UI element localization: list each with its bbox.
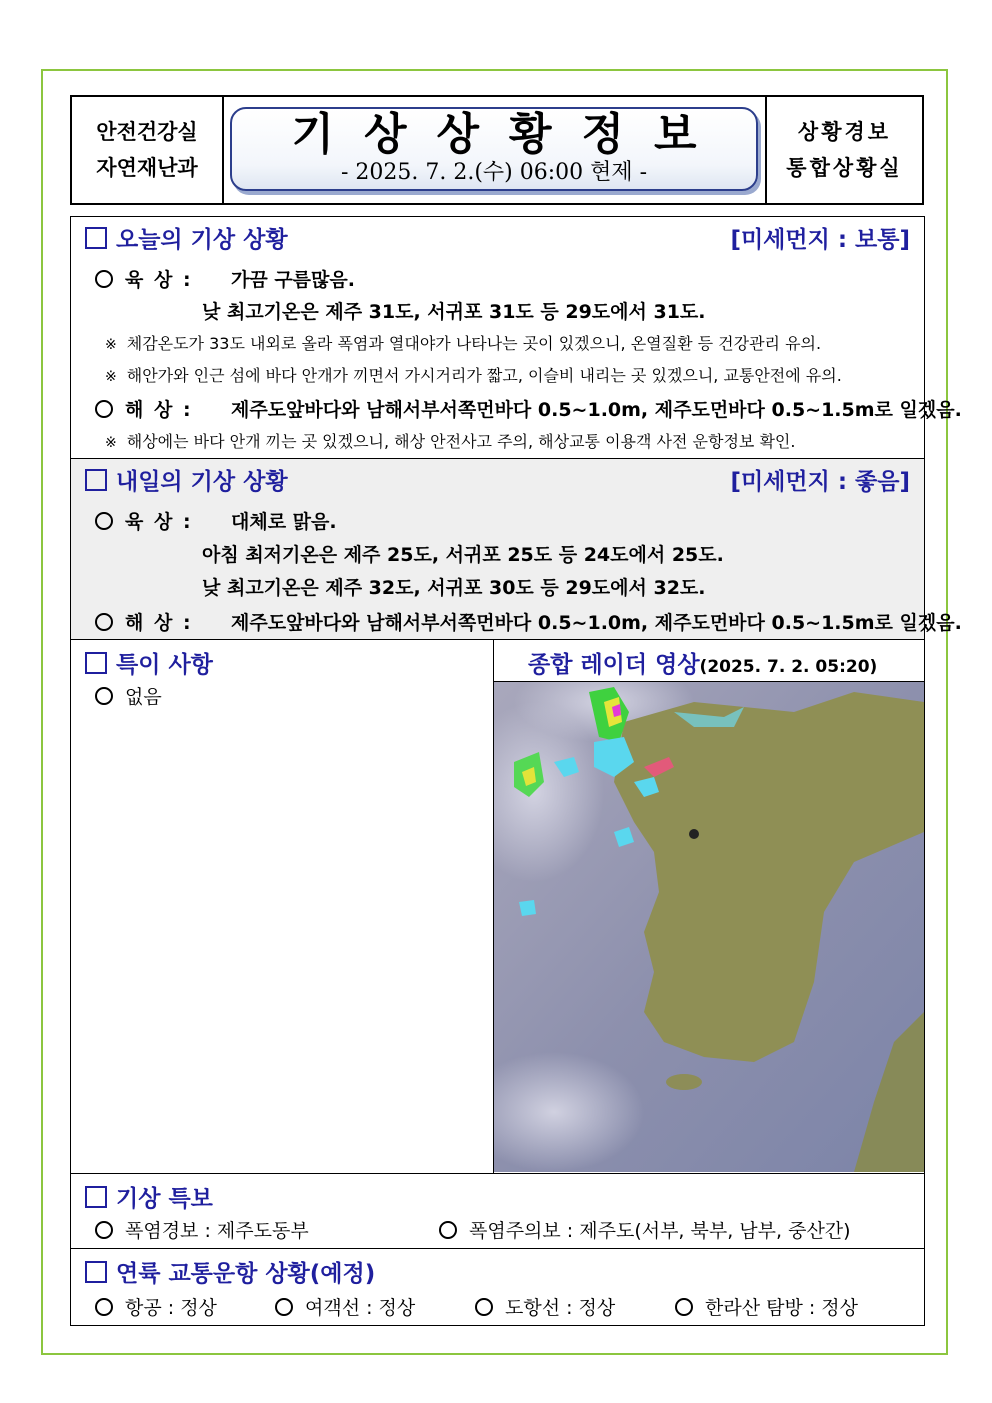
radar-map <box>494 682 924 1172</box>
section-title <box>85 1180 213 1213</box>
today-title: 오늘의 기상 상황 <box>116 227 288 253</box>
report-title: 기상상황정보 <box>291 109 727 160</box>
special-item-text: 없음 <box>125 686 162 708</box>
today-note3 <box>105 429 795 452</box>
today-note1-text: 체감온도가 33도 내외로 올라 폭염과 열대야가 나타나는 곳이 있겠으니, 온열질환 등 건강관리 유의. <box>126 334 822 353</box>
title-banner <box>230 107 758 191</box>
tomorrow-sea <box>95 608 962 635</box>
today-sea-text: 제주도앞바다와 남해서부서쪽먼바다 0.5~1.0m, 제주도먼바다 0.5~1.5m로 일겠음. <box>231 399 962 421</box>
office-line1: 상황경보 <box>797 120 892 144</box>
warning-item2-text: 폭염주의보 : 제주도(서부, 북부, 남부, 중산간) <box>469 1220 851 1242</box>
fine-dust-status: [미세먼지 : 보통] <box>730 227 910 253</box>
radar-caption <box>494 640 924 682</box>
tomorrow-land <box>95 507 337 534</box>
department-label <box>72 97 224 203</box>
traffic-item3 <box>475 1293 615 1320</box>
traffic-item2-text: 여객선 : 정상 <box>305 1297 416 1319</box>
circle-bullet-icon <box>95 512 113 530</box>
tomorrow-land-line3: 낮 최고기온은 제주 32도, 서귀포 30도 등 29도에서 32도. <box>202 577 706 599</box>
checkbox-icon <box>85 469 107 491</box>
asterism-icon: ※ <box>105 435 117 451</box>
special-title: 특이 사항 <box>116 652 213 678</box>
traffic-item4 <box>675 1293 858 1320</box>
circle-bullet-icon <box>95 687 113 705</box>
today-note2-text: 해안가와 인근 섬에 바다 안개가 끼면서 가시거리가 짧고, 이슬비 내리는 곳 있겠으니, 교통안전에 유의. <box>126 366 842 385</box>
section-title <box>85 646 213 679</box>
today-sea <box>95 395 962 422</box>
warning-item2 <box>439 1216 851 1243</box>
today-note2 <box>105 363 842 386</box>
radar-site-marker <box>689 829 699 839</box>
today-note1 <box>105 331 821 354</box>
traffic-item1 <box>95 1293 217 1320</box>
tomorrow-section <box>70 458 962 640</box>
fine-dust-status: [미세먼지 : 좋음] <box>730 469 910 495</box>
traffic-item4-text: 한라산 탐방 : 정상 <box>705 1297 858 1319</box>
warning-item1 <box>95 1216 309 1243</box>
traffic-title: 연륙 교통운항 상황(예정) <box>116 1261 376 1287</box>
section-title <box>85 463 288 496</box>
today-section <box>70 216 962 459</box>
office-label <box>765 97 922 203</box>
sea-label: 해 상 : <box>125 612 193 634</box>
asterism-icon: ※ <box>105 369 117 385</box>
warning-section <box>70 1173 925 1249</box>
sea-label: 해 상 : <box>125 399 193 421</box>
circle-bullet-icon <box>95 270 113 288</box>
checkbox-icon <box>85 1261 107 1283</box>
office-line2: 통합상황실 <box>786 156 903 180</box>
radar-echo <box>519 900 536 916</box>
tomorrow-sea-text: 제주도앞바다와 남해서부서쪽먼바다 0.5~1.0m, 제주도먼바다 0.5~1.5m로 일겠음. <box>231 612 962 634</box>
radar-time: (2025. 7. 2. 05:20) <box>699 657 878 677</box>
tomorrow-title: 내일의 기상 상황 <box>116 469 288 495</box>
report-date: - 2025. 7. 2.(수) 06:00 현제 - <box>340 160 648 185</box>
circle-bullet-icon <box>95 1298 113 1316</box>
today-note3-text: 해상에는 바다 안개 끼는 곳 있겠으니, 해상 안전사고 주의, 해상교통 이용객 사전 운항정보 확인. <box>126 432 796 451</box>
land-jeju <box>666 1074 702 1090</box>
report-header <box>70 95 924 205</box>
circle-bullet-icon <box>95 400 113 418</box>
warning-item1-text: 폭염경보 : 제주도동부 <box>125 1220 309 1242</box>
today-land-line1: 가끔 구름많음. <box>231 269 355 291</box>
checkbox-icon <box>85 227 107 249</box>
checkbox-icon <box>85 1186 107 1208</box>
checkbox-icon <box>85 652 107 674</box>
circle-bullet-icon <box>95 613 113 631</box>
radar-image <box>494 682 924 1172</box>
department-line1: 안전건강실 <box>96 120 198 144</box>
land-label: 육 상 : <box>125 511 193 533</box>
today-land-line2: 낮 최고기온은 제주 31도, 서귀포 31도 등 29도에서 31도. <box>202 301 706 323</box>
traffic-item3-text: 도항선 : 정상 <box>505 1297 616 1319</box>
warning-title: 기상 특보 <box>116 1186 213 1212</box>
circle-bullet-icon <box>275 1298 293 1316</box>
special-item <box>95 682 162 709</box>
land-label: 육 상 : <box>125 269 193 291</box>
circle-bullet-icon <box>675 1298 693 1316</box>
tomorrow-land-line1: 대체로 맑음. <box>231 511 337 533</box>
department-line2: 자연재난과 <box>96 156 198 180</box>
today-land <box>95 265 355 292</box>
tomorrow-land-line2: 아침 최저기온은 제주 25도, 서귀포 25도 등 24도에서 25도. <box>202 544 724 566</box>
section-title <box>85 221 288 254</box>
asterism-icon: ※ <box>105 337 117 353</box>
section-title <box>85 1255 375 1288</box>
traffic-section <box>70 1248 925 1326</box>
circle-bullet-icon <box>475 1298 493 1316</box>
circle-bullet-icon <box>439 1221 457 1239</box>
circle-bullet-icon <box>95 1221 113 1239</box>
traffic-item1-text: 항공 : 정상 <box>125 1297 217 1319</box>
radar-title: 종합 레이더 영상 <box>528 652 700 678</box>
traffic-item2 <box>275 1293 415 1320</box>
